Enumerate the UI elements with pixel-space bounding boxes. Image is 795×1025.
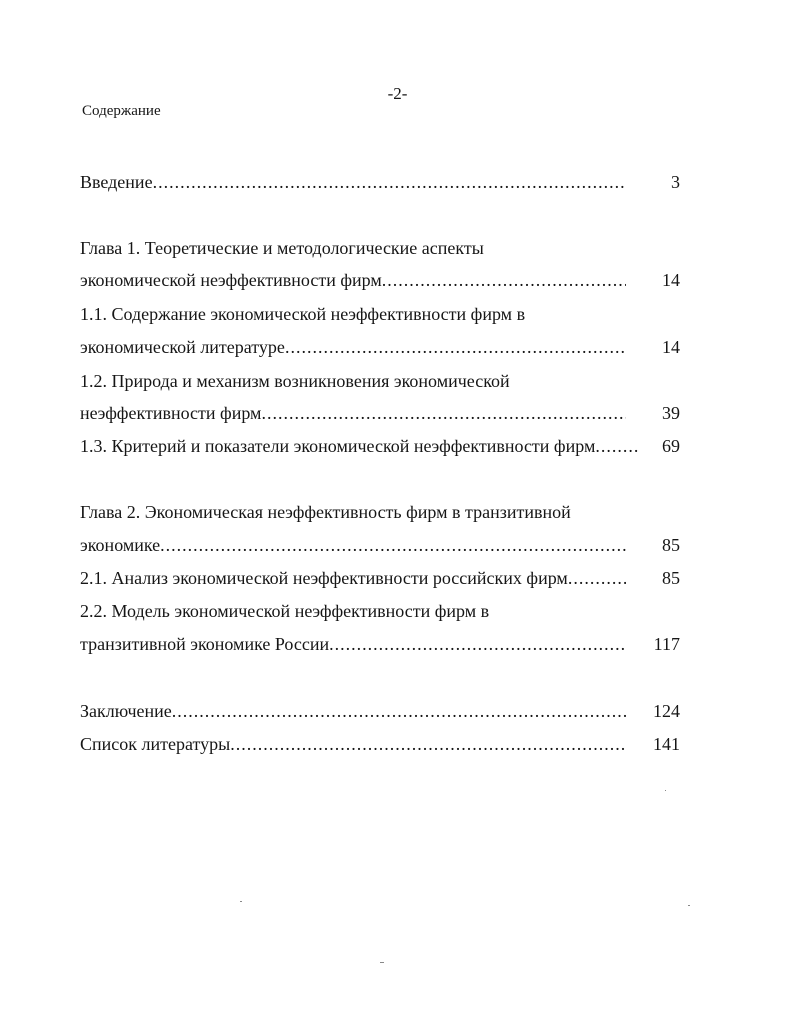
toc-entry-title: экономике	[80, 535, 161, 555]
toc-entry-page: 85	[662, 535, 680, 555]
toc-entry-chapter-2	[80, 500, 680, 524]
scan-speck	[240, 901, 242, 902]
toc-entry-page: 85	[662, 568, 680, 588]
toc-entry-page: 124	[653, 701, 680, 721]
toc-entry-title: Заключение	[80, 701, 172, 721]
toc-entry-chapter-1-cont	[80, 268, 680, 292]
toc-entry-page: 141	[653, 734, 680, 754]
toc-entry-title: 1.2. Природа и механизм возникновения экономической	[80, 371, 510, 391]
toc-entry-title: транзитивной экономике России	[80, 634, 330, 654]
dot-leader	[595, 434, 640, 458]
toc-entry-page: 14	[662, 337, 680, 357]
contents-heading: Содержание	[82, 103, 161, 119]
toc-entry-page: 69	[662, 436, 680, 456]
toc-entry-bibliography	[80, 732, 680, 756]
page-number: -2-	[387, 84, 408, 103]
toc-entry-section-2-2-cont	[80, 632, 680, 656]
scan-speck	[380, 962, 384, 963]
dot-leader	[285, 335, 626, 359]
toc-entry-page: 14	[662, 270, 680, 290]
toc-entry-section-2-2	[80, 599, 680, 623]
dot-leader	[568, 566, 626, 590]
dot-leader	[160, 533, 626, 557]
toc-entry-section-1-2	[80, 369, 680, 393]
toc-entry-title: экономической литературе	[80, 337, 285, 357]
toc-entry-page: 3	[671, 172, 680, 192]
scan-speck	[665, 790, 666, 791]
toc-entry-section-2-1	[80, 566, 680, 590]
toc-entry-title: экономической неэффективности фирм	[80, 270, 382, 290]
toc-entry-title: неэффективности фирм	[80, 403, 262, 423]
toc-entry-page: 39	[662, 403, 680, 423]
toc-entry-chapter-1	[80, 236, 680, 260]
dot-leader	[329, 632, 626, 656]
toc-entry-page: 117	[653, 634, 680, 654]
toc-entry-section-1-1	[80, 302, 680, 326]
toc-entry-title: 2.2. Модель экономической неэффективности фирм в	[80, 601, 490, 621]
toc-entry-section-1-2-cont	[80, 401, 680, 425]
toc-entry-section-1-1-cont	[80, 335, 680, 359]
dot-leader	[230, 732, 626, 756]
toc-entry-title: Список литературы	[80, 734, 231, 754]
dot-leader	[261, 401, 626, 425]
dot-leader	[172, 699, 626, 723]
toc-entry-title: 1.1. Содержание экономической неэффективности фирм в	[80, 304, 526, 324]
toc-entry-section-1-3	[80, 434, 680, 458]
scan-speck	[688, 905, 690, 906]
toc-entry-title: Глава 1. Теоретические и методологические аспекты	[80, 238, 484, 258]
dot-leader	[153, 170, 626, 194]
toc-entry-chapter-2-cont	[80, 533, 680, 557]
toc-entry-conclusion	[80, 699, 680, 723]
dot-leader	[382, 268, 626, 292]
toc-entry-title: Введение	[80, 172, 153, 192]
toc-entry-title: Глава 2. Экономическая неэффективность фирм в транзитивной	[80, 502, 571, 522]
toc-entry-title: 2.1. Анализ экономической неэффективности российских фирм	[80, 568, 568, 588]
toc-entry-title: 1.3. Критерий и показатели экономической неэффективности фирм	[80, 436, 596, 456]
toc-entry-introduction	[80, 170, 680, 194]
